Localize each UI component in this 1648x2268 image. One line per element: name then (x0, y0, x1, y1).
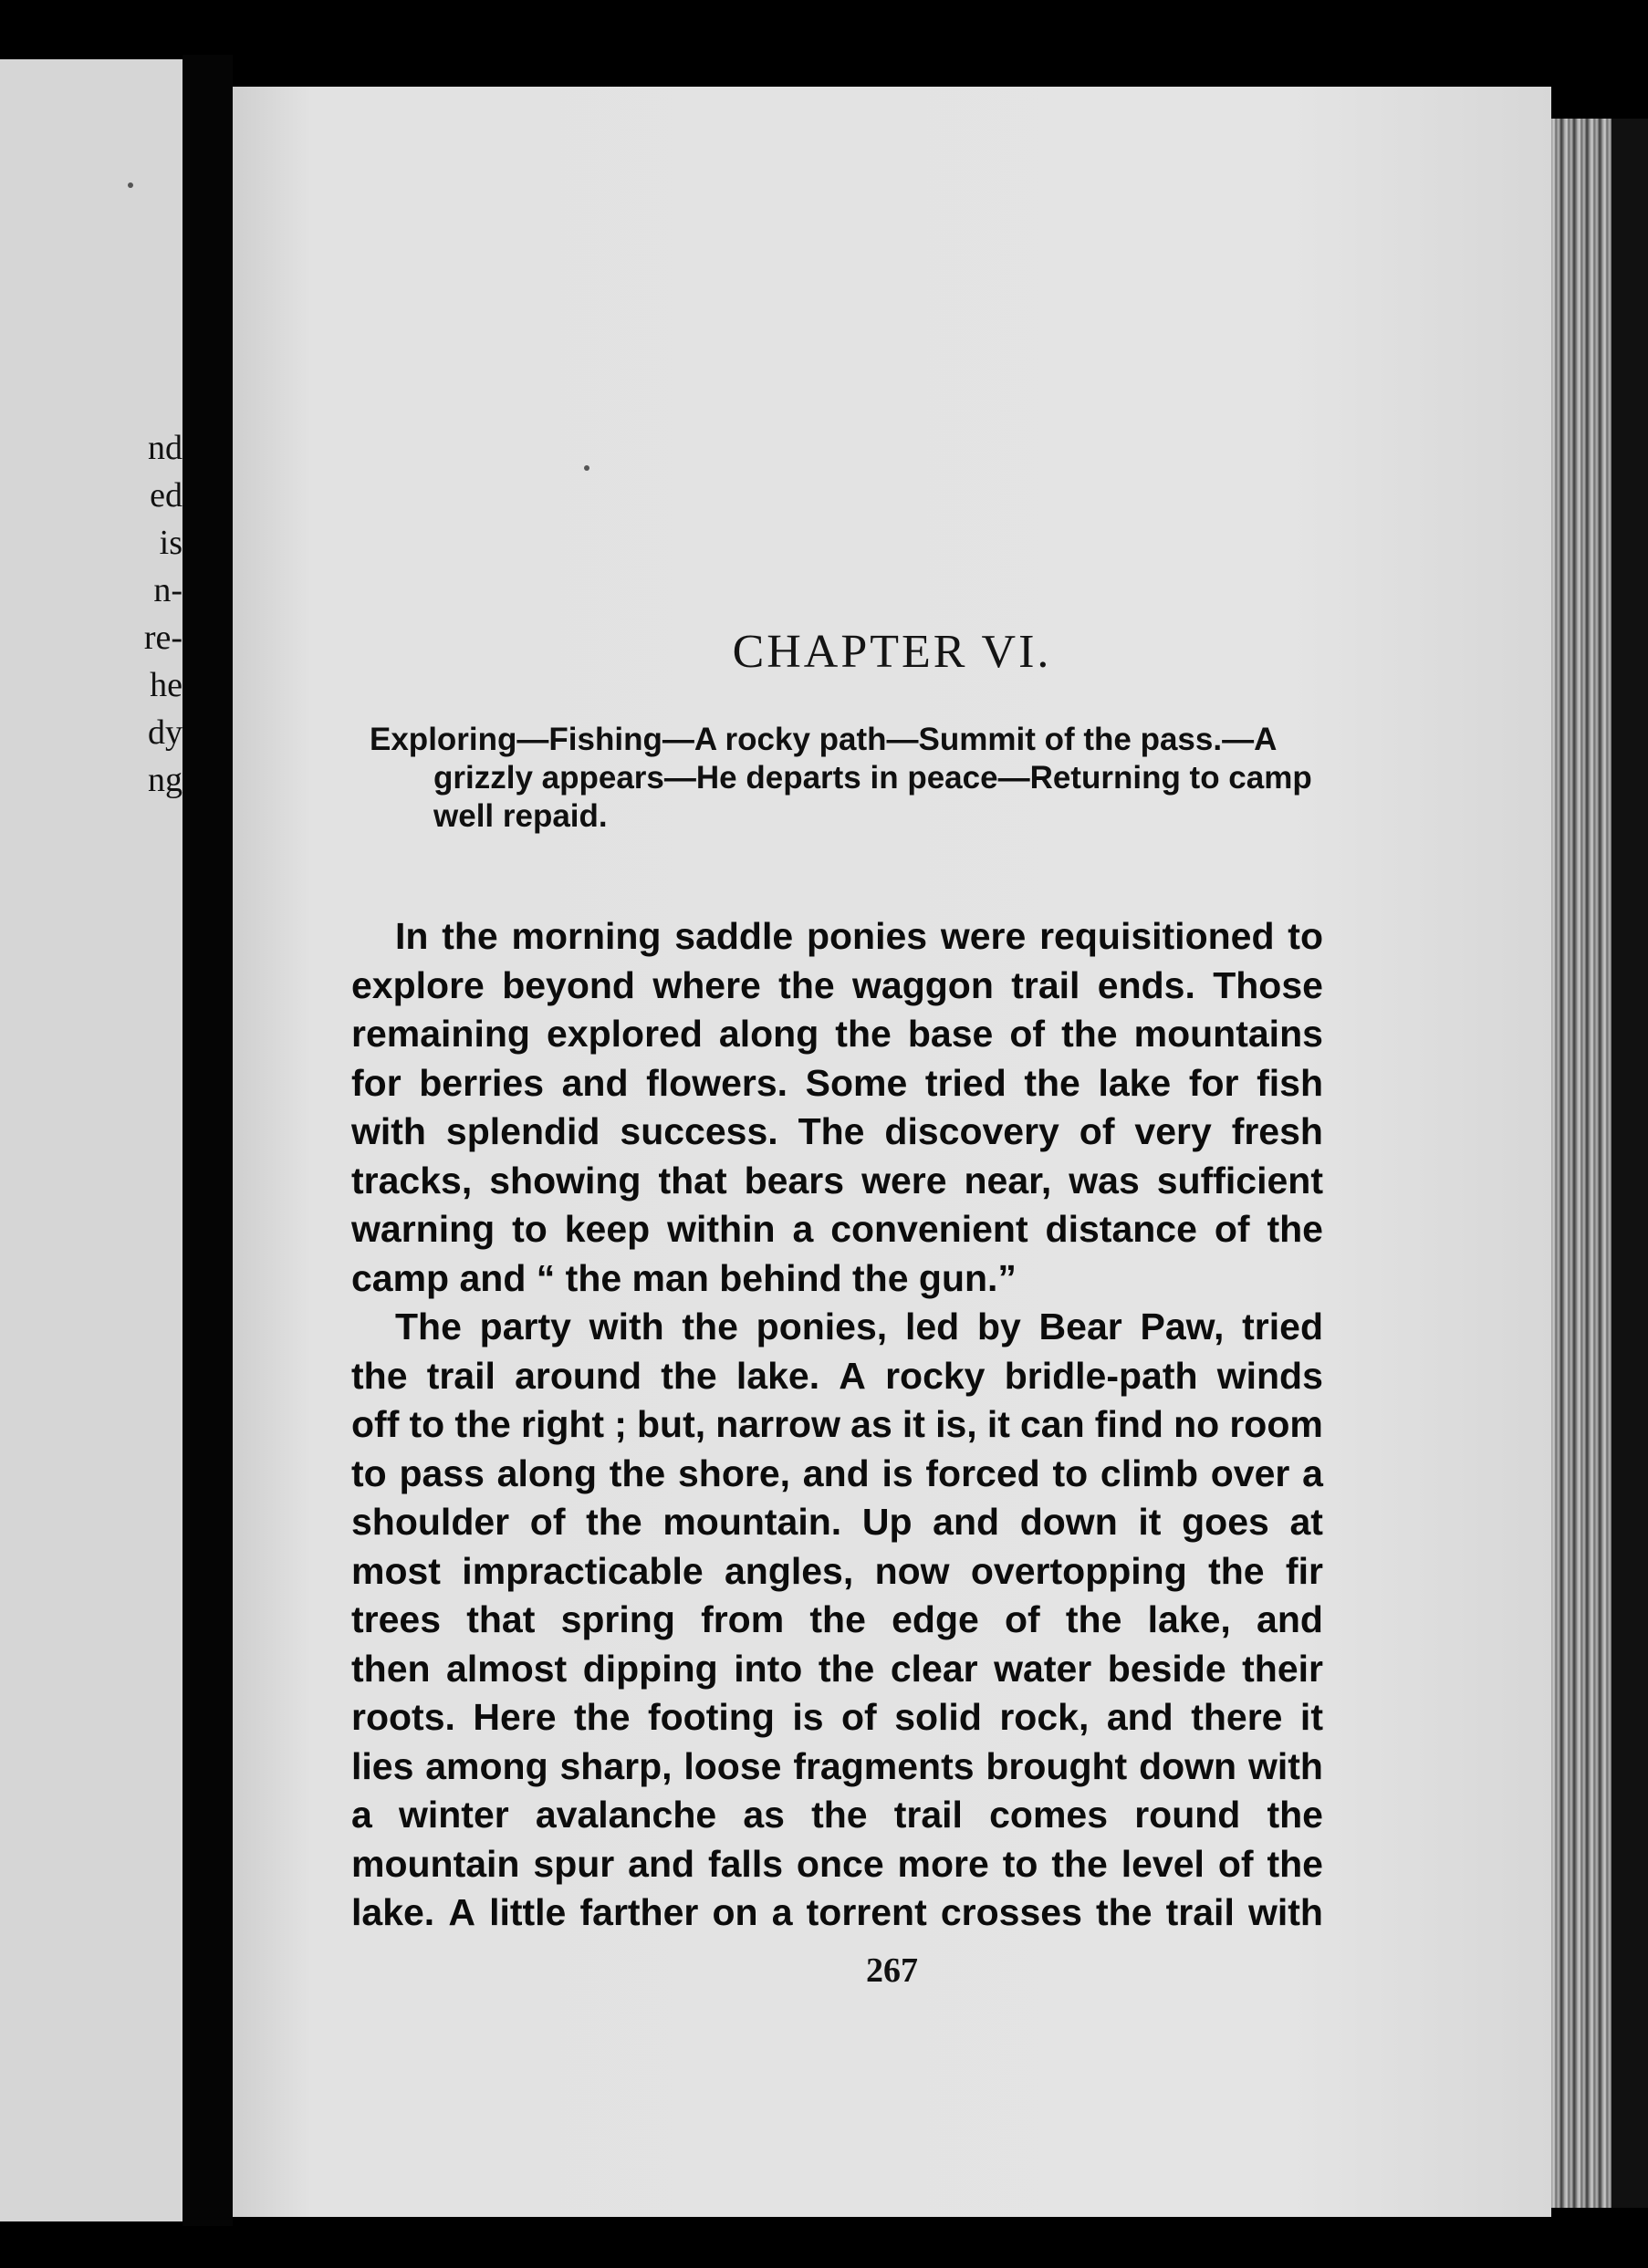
chapter-title: CHAPTER VI. (732, 626, 1052, 678)
left-facing-page (0, 59, 183, 2221)
body-line: explore beyond where the waggon trail ends. Those (351, 963, 1323, 1006)
body-line: then almost dipping into the clear water beside their (351, 1647, 1323, 1690)
body-line: most impracticable angles, now overtopping the fir (351, 1549, 1323, 1592)
body-line: a winter avalanche as the trail comes round the (351, 1794, 1323, 1836)
chapter-body (351, 912, 1323, 1938)
body-line: In the morning saddle ponies were requisitioned to (395, 915, 1323, 957)
body-line: with splendid success. The discovery of very fresh (351, 1110, 1323, 1152)
body-line: trees that spring from the edge of the lake, and (351, 1598, 1323, 1640)
body-line: for berries and flowers. Some tried the lake for fish (351, 1061, 1323, 1104)
left-page-text-fragment: dy (148, 713, 183, 752)
book-gutter (183, 55, 233, 2226)
body-line: lake. A little farther on a torrent crosses the trail with (351, 1891, 1323, 1933)
body-line: lies among sharp, loose fragments brought down with (351, 1744, 1323, 1787)
body-line: mountain spur and falls once more to the level of the (351, 1842, 1323, 1885)
left-page-text-fragment: ng (148, 761, 183, 799)
page-speck (584, 465, 589, 471)
summary-line: well repaid. (433, 798, 608, 834)
body-line: roots. Here the footing is of solid rock, and there it (351, 1696, 1323, 1738)
left-page-text-fragment: n- (153, 571, 183, 609)
summary-line: grizzly appears—He departs in peace—Returning to camp (433, 760, 1312, 796)
page-speck (128, 182, 133, 188)
body-line: camp and “ the man behind the gun.” (351, 1256, 1017, 1299)
left-page-text-fragment: re- (143, 619, 183, 657)
page-number: 267 (866, 1951, 918, 1990)
body-line: off to the right ; but, narrow as it is, it can find no room (351, 1403, 1323, 1445)
left-page-text-fragment: nd (148, 429, 183, 467)
left-page-text-fragment: ed (150, 476, 183, 515)
left-page-fragments (144, 424, 183, 804)
body-line: to pass along the shore, and is forced to climb over a (351, 1451, 1323, 1494)
left-page-text-fragment: is (159, 524, 183, 562)
body-line: remaining explored along the base of the mountains (351, 1013, 1323, 1055)
body-line: tracks, showing that bears were near, was sufficient (351, 1159, 1323, 1202)
body-line: the trail around the lake. A rocky bridle-path winds (351, 1354, 1323, 1397)
summary-line: Exploring—Fishing—A rocky path—Summit of the pass.—A (370, 722, 1278, 757)
left-page-text-fragment: he (150, 666, 183, 704)
body-line: warning to keep within a convenient distance of the (351, 1208, 1323, 1250)
body-line: The party with the ponies, led by Bear Paw, tried (395, 1306, 1323, 1347)
chapter-summary (370, 721, 1323, 836)
page-edges (1551, 119, 1648, 2208)
body-line: shoulder of the mountain. Up and down it goes at (351, 1501, 1323, 1543)
